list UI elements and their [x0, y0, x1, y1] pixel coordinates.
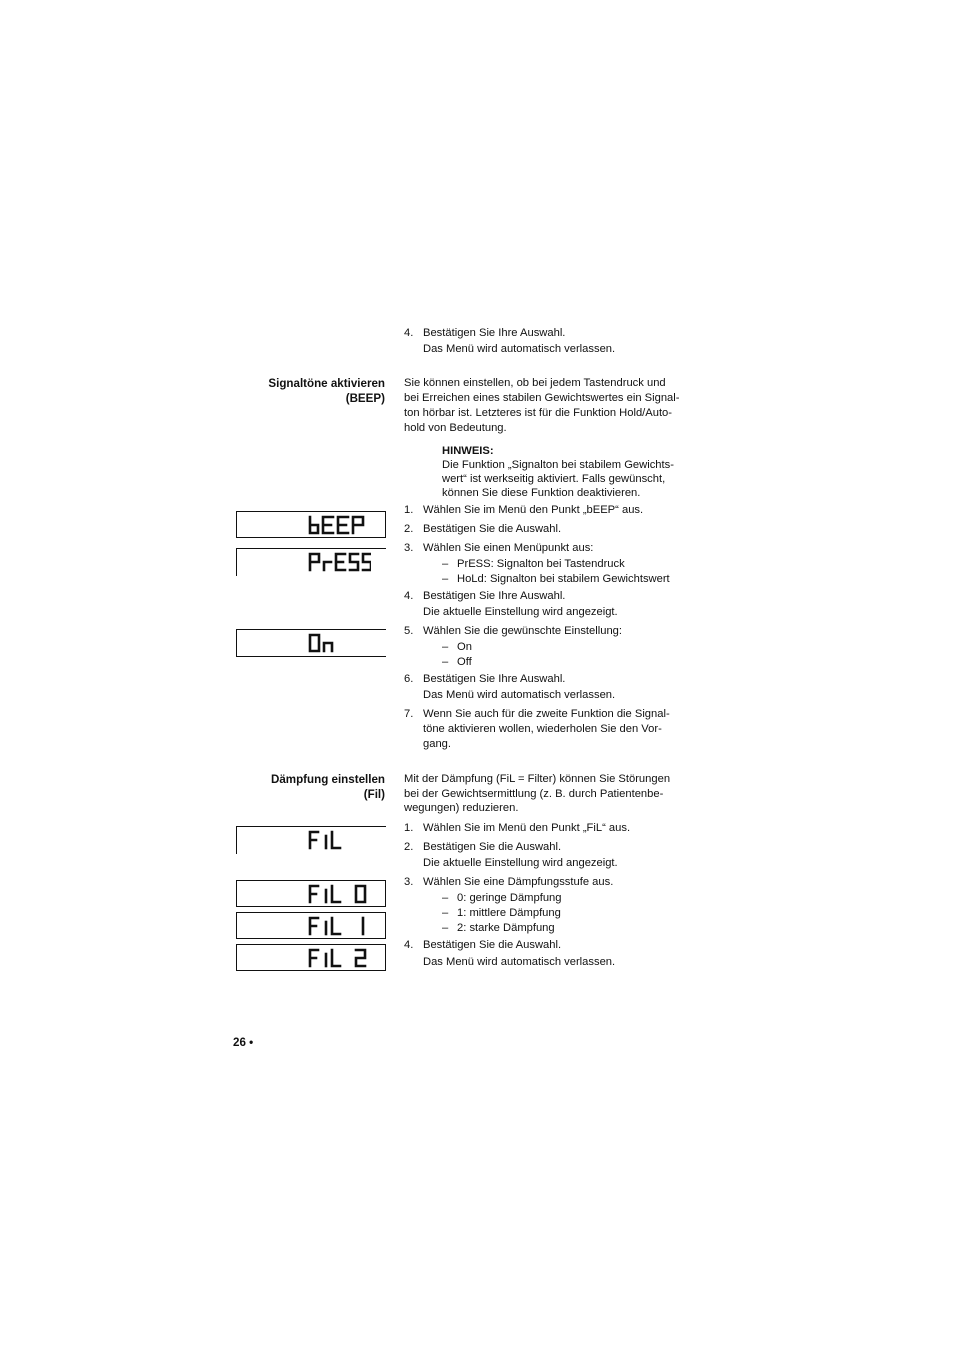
segment-glyphs	[307, 916, 371, 936]
list-item: – 1: mittlere Dämpfung	[442, 907, 561, 919]
list-item: – 0: geringe Dämpfung	[442, 892, 562, 904]
step-subtext: Das Menü wird automatisch verlassen.	[423, 343, 616, 355]
list-item-text: PrESS: Signalton bei Tastendruck	[457, 558, 625, 570]
step-number: 4.	[404, 590, 414, 602]
lcd-display-beep	[236, 511, 386, 538]
step-number: 6.	[404, 673, 414, 685]
step-text: Wählen Sie einen Menüpunkt aus:	[423, 542, 594, 554]
step-number: 3.	[404, 542, 414, 554]
paragraph-line: Sie können einstellen, ob bei jedem Tastendruck und	[404, 377, 666, 389]
step-text: Bestätigen Sie die Auswahl.	[423, 841, 562, 853]
step-number: 7.	[404, 708, 414, 720]
step-text: Wählen Sie im Menü den Punkt „bEEP“ aus.	[423, 504, 644, 516]
step-subtext: Das Menü wird automatisch verlassen.	[423, 956, 616, 968]
list-item: – On	[442, 641, 472, 653]
list-item: – HoLd: Signalton bei stabilem Gewichtswert	[442, 573, 670, 585]
list-item-text: 0: geringe Dämpfung	[457, 892, 562, 904]
note-line: Die Funktion „Signalton bei stabilem Gewichts-	[442, 459, 674, 471]
step-text: töne aktivieren wollen, wiederholen Sie den Vor-	[423, 723, 662, 735]
step-subtext: Das Menü wird automatisch verlassen.	[423, 689, 616, 701]
list-item: – 2: starke Dämpfung	[442, 922, 555, 934]
lcd-display-fil	[236, 826, 386, 854]
lcd-display-fil-2	[236, 944, 386, 971]
segment-glyphs	[307, 884, 371, 904]
list-item-text: Off	[457, 656, 472, 668]
step-text: Bestätigen Sie die Auswahl.	[423, 523, 562, 535]
heading-line: Dämpfung einstellen	[270, 773, 385, 786]
step-number: 3.	[404, 876, 414, 888]
step-text: Bestätigen Sie Ihre Auswahl.	[423, 590, 566, 602]
heading-line: (BEEP)	[345, 392, 385, 405]
damping-level-list	[442, 891, 561, 936]
heading-line: Signaltöne aktivieren	[268, 377, 385, 390]
section-heading-beep	[268, 376, 385, 406]
step-subtext: Die aktuelle Einstellung wird angezeigt.	[423, 857, 618, 869]
segment-glyphs	[307, 633, 347, 653]
note-line: wert“ ist werkseitig aktiviert. Falls gewünscht,	[442, 473, 666, 485]
list-item-text: 1: mittlere Dämpfung	[457, 907, 561, 919]
list-item: – Off	[442, 656, 472, 668]
step-subtext: Die aktuelle Einstellung wird angezeigt.	[423, 606, 618, 618]
hinweis-note	[442, 444, 674, 500]
step-text: Bestätigen Sie Ihre Auswahl.	[423, 327, 566, 339]
section-heading-fil	[271, 772, 385, 802]
step-text: gang.	[423, 738, 451, 750]
step-text: Wählen Sie die gewünschte Einstellung:	[423, 625, 623, 637]
paragraph-line: wegungen) reduzieren.	[404, 802, 519, 814]
paragraph-line: hold von Bedeutung.	[404, 422, 507, 434]
paragraph-line: Mit der Dämpfung (FiL = Filter) können Sie Störungen	[404, 773, 671, 785]
segment-glyphs	[307, 830, 347, 850]
step-number: 2.	[404, 841, 414, 853]
list-item-text: HoLd: Signalton bei stabilem Gewichtswert	[457, 573, 670, 585]
list-item-text: On	[457, 641, 472, 653]
fil-intro-paragraph	[404, 772, 696, 816]
step-number: 1.	[404, 822, 414, 834]
step-number: 4.	[404, 327, 414, 339]
note-line: können Sie diese Funktion deaktivieren.	[442, 487, 641, 499]
step-text: Bestätigen Sie Ihre Auswahl.	[423, 673, 566, 685]
step-number: 4.	[404, 939, 414, 951]
paragraph-line: bei Erreichen eines stabilen Gewichtswertes ein Signal-	[404, 392, 680, 404]
lcd-display-on	[236, 629, 386, 657]
step-text: Bestätigen Sie die Auswahl.	[423, 939, 562, 951]
segment-glyphs	[307, 552, 371, 572]
heading-line: (Fil)	[363, 788, 385, 801]
step-text: Wählen Sie im Menü den Punkt „FiL“ aus.	[423, 822, 631, 834]
step-number: 2.	[404, 523, 414, 535]
menu-option-list	[442, 557, 670, 587]
note-title: HINWEIS:	[442, 445, 494, 457]
paragraph-line: bei der Gewichtsermittlung (z. B. durch Patientenbe-	[404, 787, 664, 800]
segment-glyphs	[307, 515, 367, 535]
step-number: 5.	[404, 625, 414, 637]
step-number: 1.	[404, 504, 414, 516]
lcd-display-fil-0	[236, 880, 386, 907]
list-item: – PrESS: Signalton bei Tastendruck	[442, 558, 625, 570]
lcd-display-fil-1	[236, 912, 386, 939]
paragraph-line: ton hörbar ist. Letzteres ist für die Funktion Hold/Auto-	[404, 407, 673, 419]
segment-glyphs	[307, 948, 371, 968]
list-item-text: 2: starke Dämpfung	[457, 922, 555, 934]
page-number: 26 •	[233, 1036, 254, 1049]
setting-option-list	[442, 640, 472, 670]
step-text: Wenn Sie auch für die zweite Funktion die Signal-	[423, 708, 670, 720]
lcd-display-press	[236, 548, 386, 576]
step-text: Wählen Sie eine Dämpfungsstufe aus.	[423, 876, 614, 888]
beep-intro-paragraph	[404, 376, 696, 436]
